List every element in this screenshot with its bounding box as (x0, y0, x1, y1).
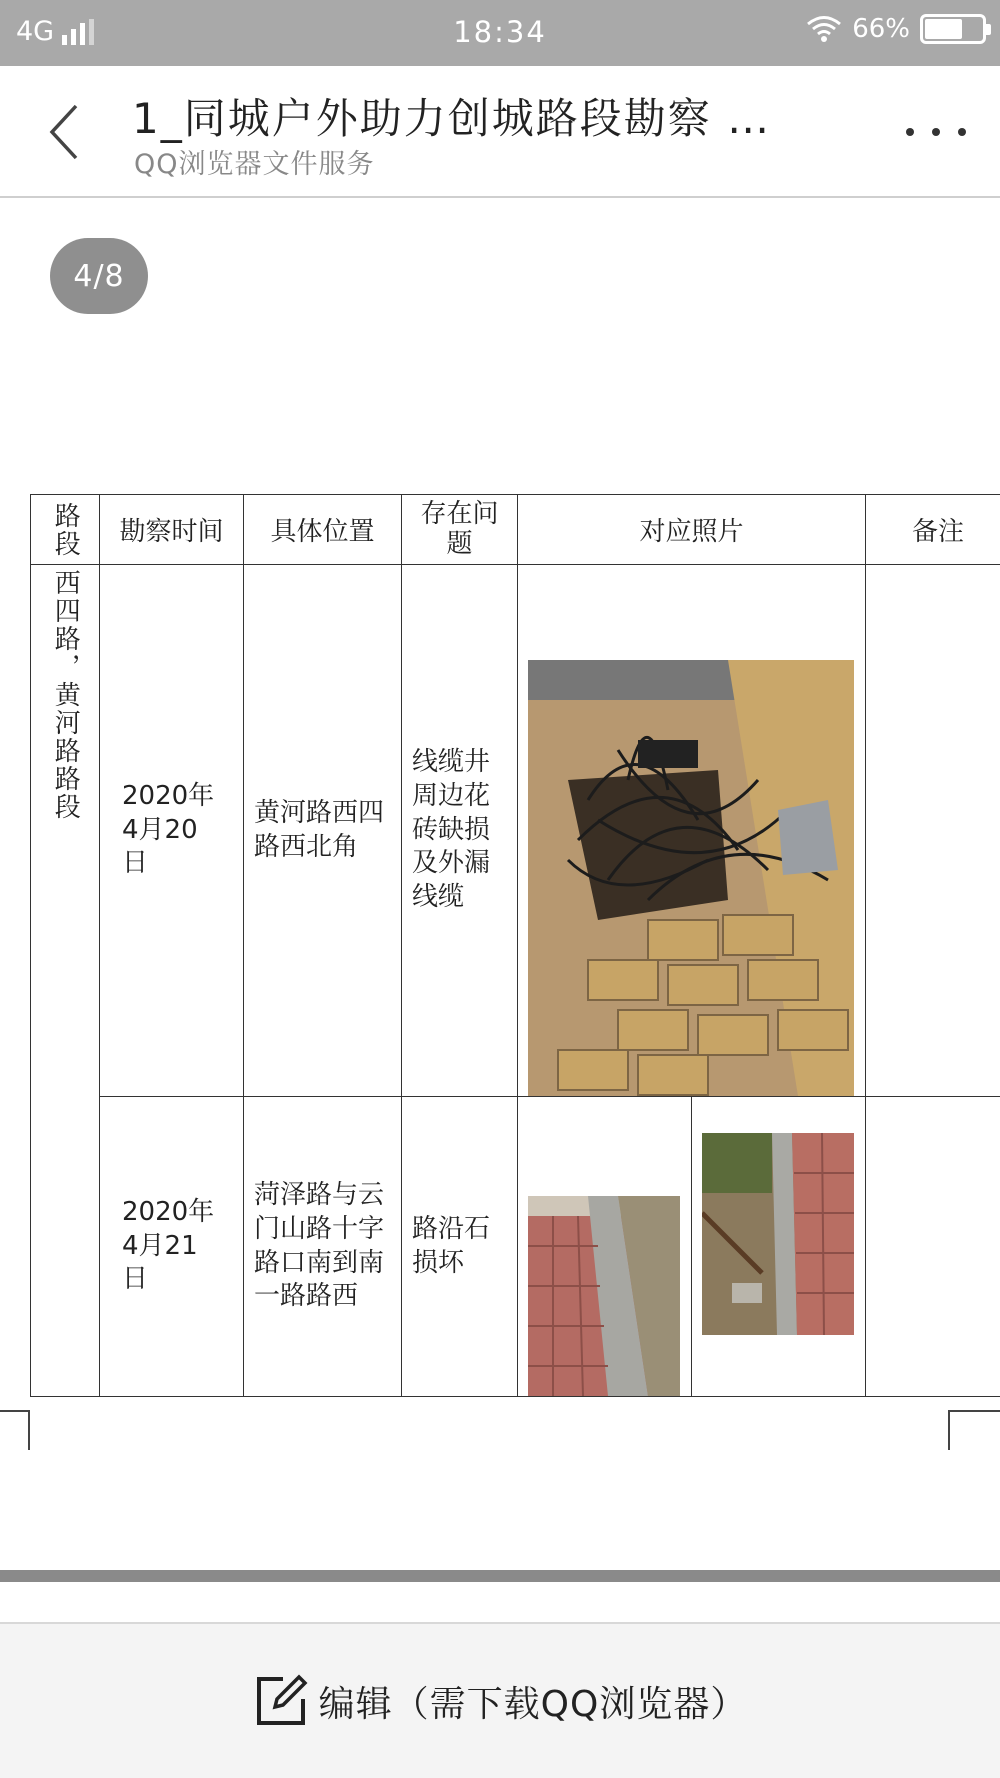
status-right (806, 14, 986, 44)
table-row-1-location: 黄河路西四路西北角 (244, 565, 402, 1097)
battery-icon (920, 14, 986, 44)
page-indicator: 4/8 (50, 238, 148, 314)
network-type: 4G (16, 16, 55, 47)
more-menu-icon[interactable] (906, 112, 966, 152)
page-divider (0, 1570, 1000, 1582)
document-title: 1_同城户外助力创城路段勘察 … (132, 94, 772, 143)
header-photo: 对应照片 (518, 495, 866, 565)
survey-table (30, 494, 1000, 1397)
table-row-2-remark (866, 1097, 1000, 1397)
table-row-2-photo-a (518, 1097, 692, 1397)
table-row-1-photo (518, 565, 866, 1097)
table-row-2-photo-b (692, 1097, 866, 1397)
header-segment: 路段 (31, 495, 100, 565)
header-location: 具体位置 (244, 495, 402, 565)
app-header (0, 66, 1000, 198)
crop-mark-right (948, 1410, 1000, 1450)
curb-photo-1[interactable] (528, 1196, 680, 1396)
battery-percent: 66% (852, 14, 910, 44)
table-row-2-date: 2020年4月21日 (100, 1097, 244, 1397)
document-source: QQ浏览器文件服务 (134, 149, 375, 180)
curb-photo-2[interactable] (702, 1133, 854, 1335)
segment-cell: 西四路，黄河路路段 (31, 565, 100, 1397)
table-row-1-issue: 线缆井周边花砖缺损及外漏线缆 (402, 565, 518, 1097)
header-date: 勘察时间 (100, 495, 244, 565)
table-row-1-date: 2020年4月20日 (100, 565, 244, 1097)
edit-icon (253, 1673, 309, 1729)
edit-button[interactable] (0, 1622, 1000, 1778)
battery-fill (925, 19, 962, 39)
crop-mark-left (0, 1410, 30, 1450)
status-bar (0, 0, 1000, 66)
table-row-2-location: 菏泽路与云门山路十字路口南到南一路路西 (244, 1097, 402, 1397)
wifi-icon (806, 15, 842, 43)
table-row-2-issue: 路沿石损坏 (402, 1097, 518, 1397)
table-row-1-remark (866, 565, 1000, 1097)
back-icon[interactable] (40, 100, 90, 164)
header-issue: 存在问题 (402, 495, 518, 565)
header-remark: 备注 (866, 495, 1000, 565)
edit-button-label: 编辑（需下载QQ浏览器） (318, 1683, 748, 1725)
cable-well-photo[interactable] (528, 660, 854, 1096)
clock: 18:34 (453, 15, 547, 49)
